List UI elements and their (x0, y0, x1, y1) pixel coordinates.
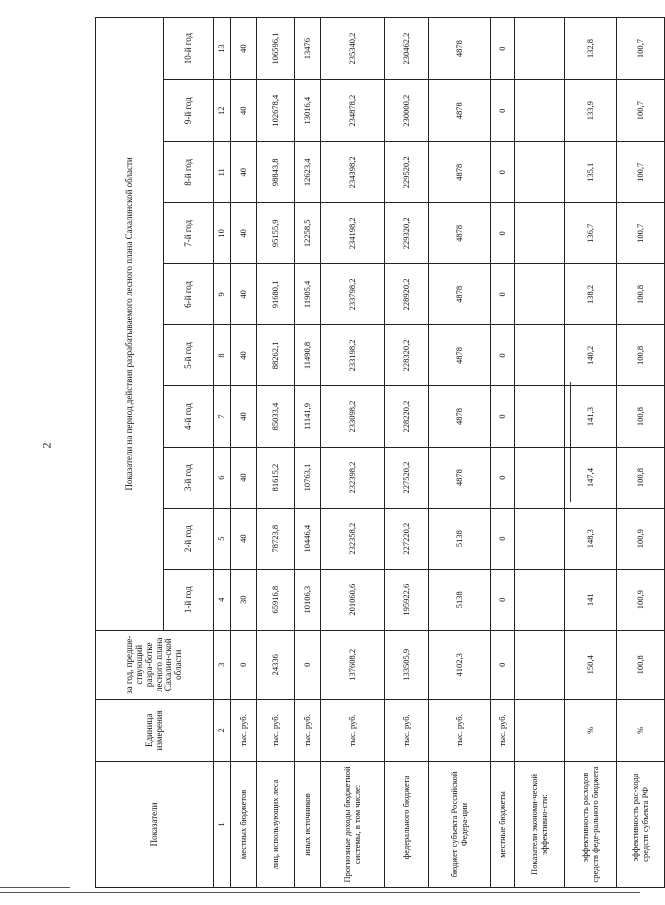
row-value (515, 447, 565, 508)
row-value: 234198,2 (321, 203, 385, 264)
table-row (617, 18, 665, 888)
row-value: 5138 (429, 508, 491, 569)
row-value: 4878 (429, 447, 491, 508)
row-value: 141 (565, 569, 617, 630)
column-number: 5 (214, 508, 231, 569)
row-value: 235340,2 (321, 18, 385, 80)
row-value: 147,4 (565, 447, 617, 508)
table-row (257, 18, 295, 888)
header-year: 10-й год (164, 18, 214, 80)
row-value (515, 630, 565, 699)
row-label: иных источников (295, 761, 321, 887)
table-row (429, 18, 491, 888)
row-value: 228220,2 (385, 386, 429, 447)
row-value: 40 (231, 80, 257, 142)
row-value: 137608,2 (321, 630, 385, 699)
row-value: 88262,1 (257, 325, 295, 386)
row-value: 227520,2 (385, 447, 429, 508)
row-value: 233198,2 (321, 325, 385, 386)
row-value: 0 (491, 569, 515, 630)
header-prev-year: за год, предше-ствующий разра-ботке лесного плана Сахалин-ской области (96, 630, 214, 699)
row-value: 141,3 (565, 386, 617, 447)
column-number: 11 (214, 142, 231, 203)
row-value (515, 203, 565, 264)
header-year: 2-й год (164, 508, 214, 569)
table-row (231, 18, 257, 888)
row-value: 11141,9 (295, 386, 321, 447)
row-value: 4102,3 (429, 630, 491, 699)
header-indicator: Показатели (96, 761, 214, 887)
row-value: 0 (491, 630, 515, 699)
row-value: 0 (491, 447, 515, 508)
row-label: Показатели экономи-ческой эффективно-сти: (515, 761, 565, 887)
row-unit: тыс. руб. (321, 699, 385, 761)
row-unit: тыс. руб. (231, 699, 257, 761)
header-year: 1-й год (164, 569, 214, 630)
column-number: 1 (214, 761, 231, 887)
row-label: лиц, использующих леса (257, 761, 295, 887)
row-value: 91680,1 (257, 264, 295, 325)
row-value: 98843,8 (257, 142, 295, 203)
row-value: 10763,1 (295, 447, 321, 508)
page-number: 2 (39, 442, 54, 449)
column-number: 9 (214, 264, 231, 325)
table-row (321, 18, 385, 888)
header-year: 9-й год (164, 80, 214, 142)
row-value: 4878 (429, 142, 491, 203)
column-number: 2 (214, 699, 231, 761)
row-value: 78723,8 (257, 508, 295, 569)
row-value: 140,2 (565, 325, 617, 386)
row-value: 100,8 (617, 386, 665, 447)
row-unit: тыс. руб. (385, 699, 429, 761)
row-value: 24336 (257, 630, 295, 699)
row-value: 40 (231, 264, 257, 325)
row-value (515, 18, 565, 80)
row-value (515, 264, 565, 325)
row-value (515, 508, 565, 569)
row-value: 40 (231, 447, 257, 508)
row-value (515, 80, 565, 142)
header-year: 7-й год (164, 203, 214, 264)
row-value: 0 (231, 630, 257, 699)
row-label: местные бюджеты (491, 761, 515, 887)
row-unit: % (565, 699, 617, 761)
row-unit: тыс. руб. (491, 699, 515, 761)
row-value: 81615,2 (257, 447, 295, 508)
column-number: 8 (214, 325, 231, 386)
row-value: 230462,2 (385, 18, 429, 80)
row-value: 106596,1 (257, 18, 295, 80)
row-value: 40 (231, 325, 257, 386)
header-year: 4-й год (164, 386, 214, 447)
row-value: 13476 (295, 18, 321, 80)
row-label: федерального бюджета (385, 761, 429, 887)
column-number: 12 (214, 80, 231, 142)
row-value: 133505,9 (385, 630, 429, 699)
row-value: 132,8 (565, 18, 617, 80)
bottom-rule (0, 892, 640, 893)
row-unit: % (617, 699, 665, 761)
header-year: 6-й год (164, 264, 214, 325)
row-value: 4878 (429, 386, 491, 447)
row-value: 4878 (429, 18, 491, 80)
row-value: 100,8 (617, 325, 665, 386)
row-value: 0 (491, 18, 515, 80)
row-value: 233098,2 (321, 386, 385, 447)
table-row (491, 18, 515, 888)
row-value: 5138 (429, 569, 491, 630)
row-value (515, 386, 565, 447)
row-value: 40 (231, 18, 257, 80)
row-value: 30 (231, 569, 257, 630)
column-number: 7 (214, 386, 231, 447)
row-label: бюджет субъекта Российской Федера-ции (429, 761, 491, 887)
row-value (515, 142, 565, 203)
row-unit: тыс. руб. (429, 699, 491, 761)
table-row (295, 18, 321, 888)
row-value: 100,7 (617, 80, 665, 142)
column-number: 6 (214, 447, 231, 508)
row-value: 229520,2 (385, 142, 429, 203)
row-value: 138,2 (565, 264, 617, 325)
row-label: эффективность рас-хода средств субъекта РФ (617, 761, 665, 887)
row-value: 227220,2 (385, 508, 429, 569)
row-value: 234398,2 (321, 142, 385, 203)
header-year: 8-й год (164, 142, 214, 203)
row-label: местных бюджетов (231, 761, 257, 887)
header-unit: Единица измерения (96, 699, 214, 761)
column-number: 10 (214, 203, 231, 264)
row-value: 65916,8 (257, 569, 295, 630)
row-value: 135,1 (565, 142, 617, 203)
row-value: 12623,4 (295, 142, 321, 203)
table-row (565, 18, 617, 888)
row-value: 0 (491, 325, 515, 386)
row-value: 0 (491, 386, 515, 447)
row-value (515, 569, 565, 630)
column-number: 4 (214, 569, 231, 630)
row-value: 201060,6 (321, 569, 385, 630)
row-value: 0 (491, 80, 515, 142)
row-value: 229320,2 (385, 203, 429, 264)
row-value: 10446,4 (295, 508, 321, 569)
row-value: 4878 (429, 264, 491, 325)
bottom-rule-short (0, 887, 70, 888)
row-value (515, 325, 565, 386)
row-value: 40 (231, 142, 257, 203)
row-value: 4878 (429, 203, 491, 264)
row-value: 10106,3 (295, 569, 321, 630)
header-period: Показатели на период действия разрабатываемого лесного плана Сахалинской области (96, 18, 164, 631)
row-value: 233798,2 (321, 264, 385, 325)
row-value: 0 (491, 264, 515, 325)
column-number: 3 (214, 630, 231, 699)
row-value: 230000,2 (385, 80, 429, 142)
table-row (385, 18, 429, 888)
row-value: 102678,4 (257, 80, 295, 142)
row-value: 234878,2 (321, 80, 385, 142)
row-value: 4878 (429, 325, 491, 386)
row-value: 100,8 (617, 264, 665, 325)
row-value: 40 (231, 386, 257, 447)
row-unit (515, 699, 565, 761)
row-value: 228320,2 (385, 325, 429, 386)
row-value: 150,4 (565, 630, 617, 699)
row-value: 100,8 (617, 447, 665, 508)
row-value: 100,7 (617, 203, 665, 264)
row-value: 85033,4 (257, 386, 295, 447)
row-value: 133,9 (565, 80, 617, 142)
row-value: 100,7 (617, 18, 665, 80)
row-value: 0 (491, 142, 515, 203)
row-value: 228920,2 (385, 264, 429, 325)
row-value: 232398,2 (321, 447, 385, 508)
table-container (95, 17, 650, 888)
column-number: 13 (214, 18, 231, 80)
header-year: 5-й год (164, 325, 214, 386)
row-value: 195922,6 (385, 569, 429, 630)
row-value: 100,9 (617, 508, 665, 569)
row-value: 4878 (429, 80, 491, 142)
row-value: 100,8 (617, 630, 665, 699)
row-unit: тыс. руб. (295, 699, 321, 761)
row-value: 136,7 (565, 203, 617, 264)
row-unit: тыс. руб. (257, 699, 295, 761)
row-value: 12258,5 (295, 203, 321, 264)
row-value: 148,3 (565, 508, 617, 569)
row-value: 40 (231, 508, 257, 569)
row-value: 0 (491, 203, 515, 264)
row-value: 95155,9 (257, 203, 295, 264)
forest-plan-indicators-table (95, 17, 665, 888)
row-value: 100,9 (617, 569, 665, 630)
row-label: эффективность расходов средств феде-рального бюджета (565, 761, 617, 887)
table-row (515, 18, 565, 888)
row-value: 232358,2 (321, 508, 385, 569)
row-value: 11490,8 (295, 325, 321, 386)
row-value: 13016,4 (295, 80, 321, 142)
row-value: 0 (295, 630, 321, 699)
row-value: 0 (491, 508, 515, 569)
row-label: Прогнозные доходы бюджетной системы, в том числе: (321, 761, 385, 887)
row-value: 11905,4 (295, 264, 321, 325)
header-year: 3-й год (164, 447, 214, 508)
row-value: 100,7 (617, 142, 665, 203)
row-value: 40 (231, 203, 257, 264)
